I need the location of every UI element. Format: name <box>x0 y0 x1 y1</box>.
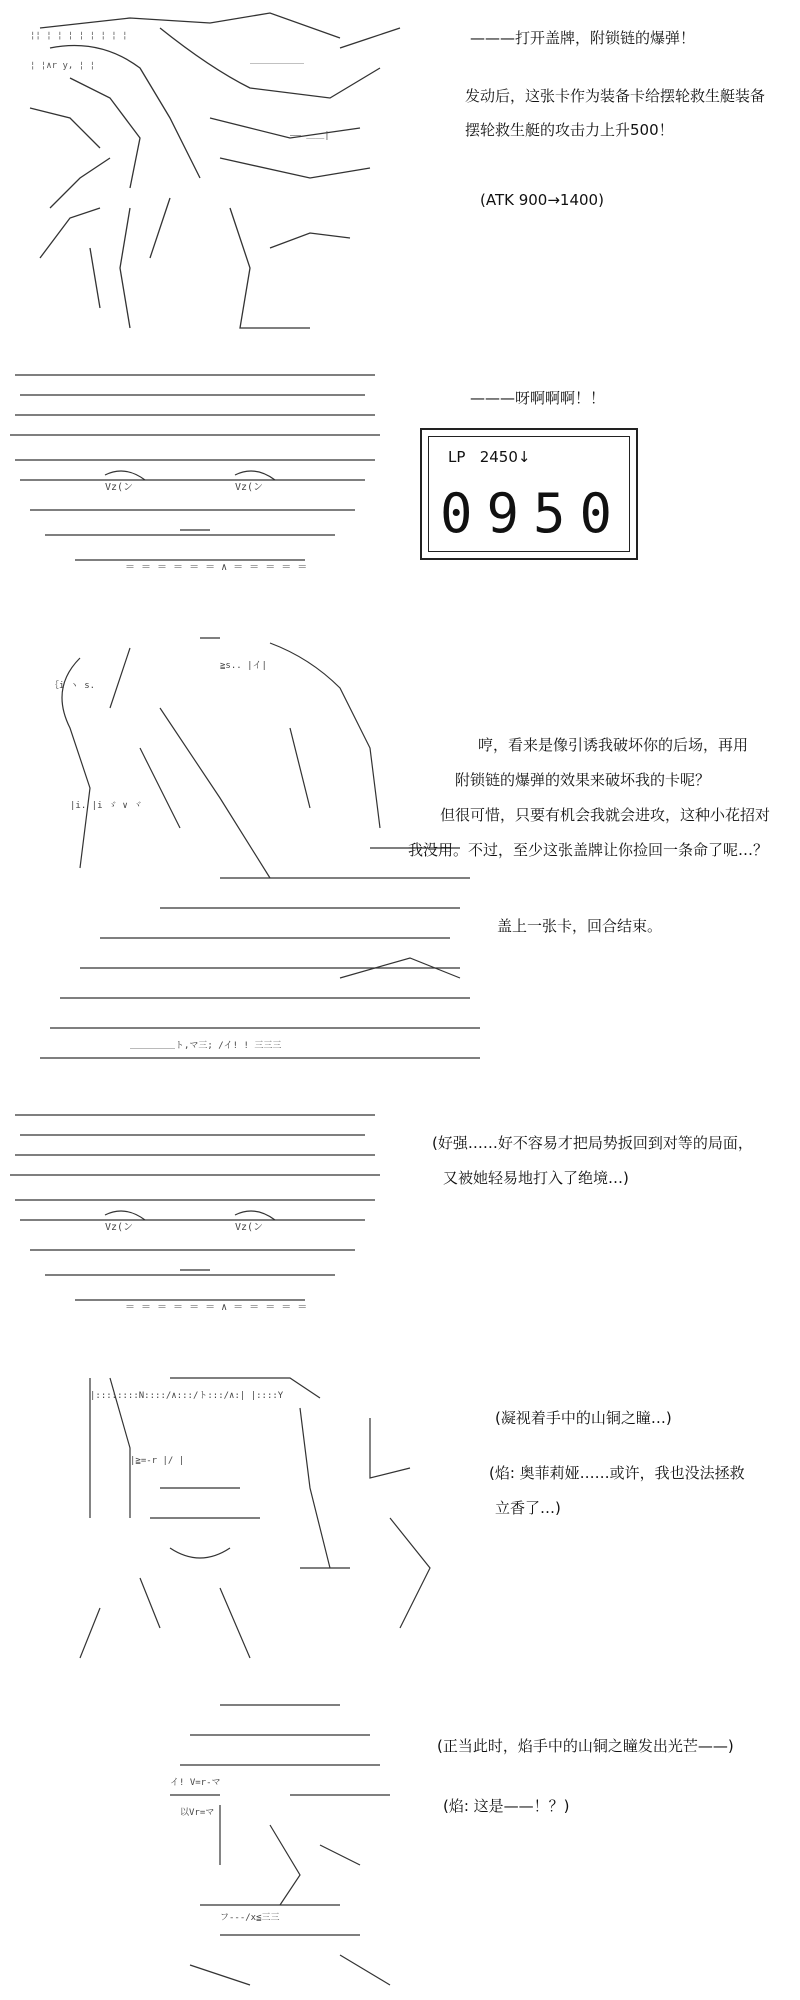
dialogue-line: (好强……好不容易才把局势扳回到对等的局面， <box>432 1134 753 1152</box>
dialogue-line: 我没用。不过，至少这张盖牌让你捡回一条命了呢…？ <box>408 841 769 859</box>
lp-value: 0950 <box>440 482 627 545</box>
ascii-art-character-6 <box>160 1695 410 1995</box>
dialogue-line: 摆轮救生艇的攻击力上升500！ <box>465 121 674 139</box>
svg-text:|≧=-r |/ |: |≧=-r |/ | <box>130 1456 185 1466</box>
dialogue-line: (ATK 900→1400) <box>480 191 604 209</box>
svg-text:¦ ¦∧r y, ¦ ¦: ¦ ¦∧r y, ¦ ¦ <box>30 61 96 71</box>
svg-text:Vz(ン: Vz(ン <box>105 1222 134 1233</box>
ascii-art-character-2 <box>5 370 385 580</box>
svg-text:Vz(ン: Vz(ン <box>235 1222 264 1233</box>
svg-text:＝ ＝ ＝ ＝ ＝ ＝ ∧ ＝ ＝ ＝ ＝ ＝: ＝ ＝ ＝ ＝ ＝ ＝ ∧ ＝ ＝ ＝ ＝ ＝ <box>125 562 308 573</box>
lp-change: 2450↓ <box>479 448 531 466</box>
svg-text:＝ ＝ ＝ ＝ ＝ ＝ ∧ ＝ ＝ ＝ ＝ ＝: ＝ ＝ ＝ ＝ ＝ ＝ ∧ ＝ ＝ ＝ ＝ ＝ <box>125 1302 308 1313</box>
ascii-art-character-4 <box>5 1110 385 1320</box>
lp-label: LP <box>448 448 466 466</box>
dialogue-line: 哼，看来是像引诱我破坏你的后场，再用 <box>478 736 749 754</box>
ascii-art-character-5 <box>70 1368 470 1668</box>
svg-text:|i. |i ゞ ∨ ヾ: |i. |i ゞ ∨ ヾ <box>70 801 143 811</box>
svg-text:｛i ヽ s.: ｛i ヽ s. <box>50 681 96 691</box>
dialogue-line: 发动后，这张卡作为装备卡给摆轮救生艇装备 <box>465 87 766 105</box>
life-points-display <box>420 428 638 560</box>
dialogue-line: (焰: 这是——！？) <box>443 1797 570 1815</box>
svg-text:¦¦ ¦ ¦ ¦ ¦ ¦ ¦ ¦ ¦: ¦¦ ¦ ¦ ¦ ¦ ¦ ¦ ¦ ¦ <box>30 31 128 41</box>
dialogue-line: 但很可惜，只要有机会我就会进攻，这种小花招对 <box>440 806 771 824</box>
svg-text:イ! V=r-マ: イ! V=r-マ <box>170 1778 221 1788</box>
dialogue-line: 立香了…) <box>495 1499 561 1517</box>
dialogue-line: 盖上一张卡，回合结束。 <box>497 917 663 935</box>
svg-text:|::::::::N::::/∧:::/ト:::/∧:| |: |::::::::N::::/∧:::/ト:::/∧:| |::::Y <box>90 1391 284 1401</box>
svg-text:以Vr=マ: 以Vr=マ <box>180 1808 215 1818</box>
ascii-art-character-1 <box>10 8 410 343</box>
dialogue-line: ———打开盖牌，附锁链的爆弹！ <box>470 29 696 47</box>
dialogue-line: 又被她轻易地打入了绝境…) <box>443 1169 629 1187</box>
svg-text:＿＿＿＿＿＿: ＿＿＿＿＿＿ <box>250 56 305 66</box>
dialogue-line: (焰: 奥菲莉娅……或许，我也没法拯救 <box>489 1464 745 1482</box>
dialogue-line: (凝视着手中的山铜之瞳…) <box>495 1409 672 1427</box>
dialogue-line: ———呀啊啊啊！！ <box>470 389 606 407</box>
svg-text:フ---/x≦三三: フ---/x≦三三 <box>220 1913 280 1923</box>
dialogue-line: 附锁链的爆弹的效果来破坏我的卡呢？ <box>455 771 711 789</box>
svg-text:―― ＿＿|: ―― ＿＿| <box>290 131 330 141</box>
svg-text:≧s.. |イ|: ≧s.. |イ| <box>220 661 267 671</box>
svg-text:Vz(ン: Vz(ン <box>105 482 134 493</box>
svg-text:＿＿＿＿＿ト,マ三; /イ! ! 三三三: ＿＿＿＿＿ト,マ三; /イ! ! 三三三 <box>130 1041 282 1051</box>
dialogue-line: (正当此时，焰手中的山铜之瞳发出光芒——) <box>437 1737 734 1755</box>
svg-text:Vz(ン: Vz(ン <box>235 482 264 493</box>
